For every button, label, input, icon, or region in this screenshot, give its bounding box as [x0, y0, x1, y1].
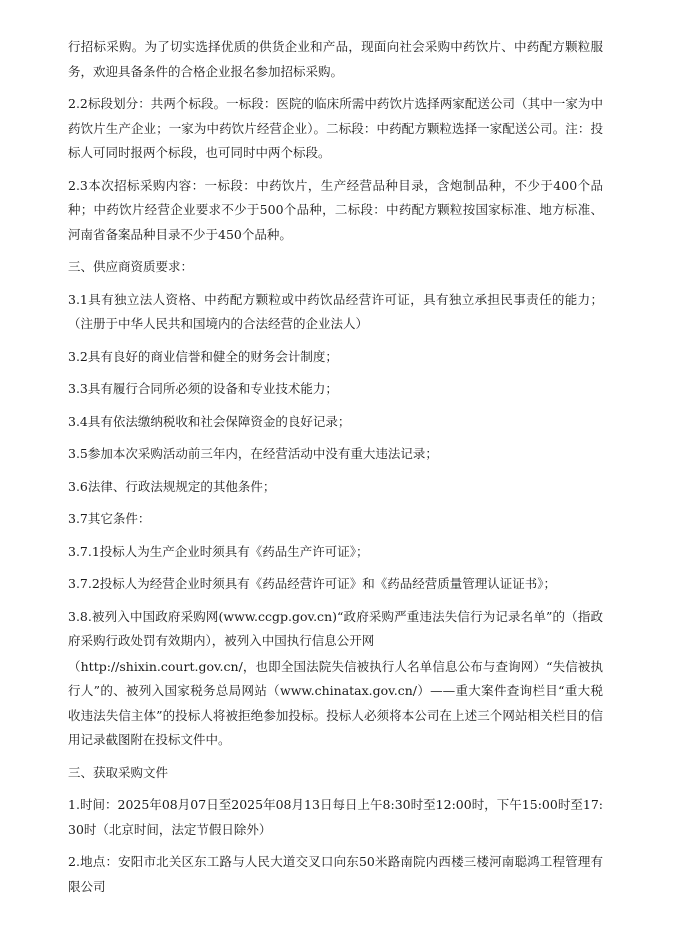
paragraph-2-3-procurement-content: 2.3本次招标采购内容：一标段：中药饮片，生产经营品种目录，含炮制品种，不少于400个品种；中药饮片经营企业要求不少于500个品种，二标段：中药配方颗粒按国家标准、地方标准、河南省备案品种目录不少于450个品种。 — [68, 177, 603, 242]
paragraph-3-8-continued: （http://shixin.court.gov.cn/，也即全国法院失信被执行人名单信息公布与查询网）“失信被执行人”的、被列入国家税务总局网站（www.chinatax.gov.cn/）——重大案件查询栏目“重大税收违法失信主体”的投标人将被拒绝参加投标。投标人必须将本公司在上述三个网站相关栏目的信用记录截图附在投标文件中。 — [68, 658, 603, 747]
paragraph-3-6: 3.6法律、行政法规规定的其他条件； — [68, 478, 276, 494]
paragraph-3-2: 3.2具有良好的商业信誉和健全的财务会计制度； — [68, 348, 338, 364]
paragraph-3-4: 3.4具有依法缴纳税收和社会保障资金的良好记录； — [68, 413, 351, 429]
paragraph-3-7-2: 3.7.2投标人为经营企业时须具有《药品经营许可证》和《药品经营质量管理认证证书》； — [68, 576, 557, 591]
paragraph-intro-continued: 行招标采购。为了切实选择优质的供货企业和产品，现面向社会采购中药饮片、中药配方颗粒服务，欢迎具备条件的合格企业报名参加招标采购。 — [68, 39, 603, 79]
paragraph-location: 2.地点：安阳市北关区东工路与人民大道交叉口向东50米路南院内西楼三楼河南聪鸿工程管理有限公司 — [68, 854, 603, 894]
document-body — [68, 35, 603, 907]
paragraph-2-2-lot-division: 2.2标段划分：共两个标段。一标段：医院的临床所需中药饮片选择两家配送公司（其中一家为中药饮片生产企业；一家为中药饮片经营企业）。二标段：中药配方颗粒选择一家配送公司。注：投标人可同时报两个标段，也可同时中两个标段。 — [68, 96, 603, 160]
paragraph-3-5: 3.5参加本次采购活动前三年内，在经营活动中没有重大违法记录； — [68, 446, 438, 461]
paragraph-time: 1.时间：2025年08月07日至2025年08月13日每日上午8:30时至12:00时，下午15:00时至17:30时（北京时间，法定节假日除外） — [68, 797, 603, 837]
heading-obtain-documents: 三、获取采购文件 — [68, 764, 169, 780]
paragraph-3-7: 3.7其它条件： — [68, 511, 151, 526]
paragraph-3-8: 3.8.被列入中国政府采购网(www.ccgp.gov.cn)“政府采购严重违法失信行为记录名单”的（指政府采购行政处罚有效期内），被列入中国执行信息公开网 — [68, 608, 603, 648]
paragraph-3-7-1: 3.7.1投标人为生产企业时须具有《药品生产许可证》； — [68, 543, 369, 559]
heading-supplier-qualifications: 三、供应商资质要求： — [68, 259, 194, 274]
paragraph-3-3: 3.3具有履行合同所必须的设备和专业技术能力； — [68, 381, 338, 396]
paragraph-3-1: 3.1具有独立法人资格、中药配方颗粒或中药饮品经营许可证，具有独立承担民事责任的能力；（注册于中华人民共和国境内的合法经营的企业法人） — [68, 291, 603, 331]
